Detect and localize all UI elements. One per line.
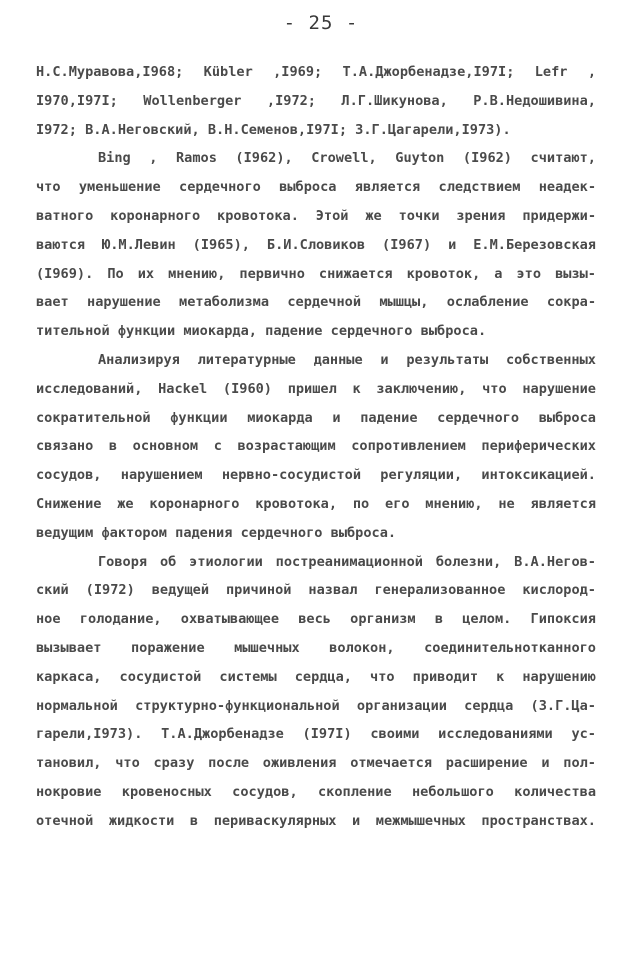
text-line: вает нарушение метаболизма сердечной мышцы, ослабление сокра-: [36, 294, 596, 311]
text-line: Н.С.Муравова,I968; Kübler ,I969; Т.А.Джорбенадзе,I97I; Lefr ,: [36, 64, 596, 80]
text-line: ватного коронарного кровотока. Этой же точки зрения придержи-: [36, 207, 596, 224]
text-line: нокровие кровеносных сосудов, скопление небольшого количества: [36, 783, 596, 800]
text-line: ваются Ю.М.Левин (I965), Б.И.Словиков (I967) и Е.М.Березовская: [36, 236, 596, 253]
paragraph: [36, 144, 596, 346]
paragraph: [36, 58, 596, 144]
text-line: Снижение же коронарного кровотока, по его мнению, не является: [36, 495, 596, 512]
text-line: исследований, Hackel (I960) пришел к заключению, что нарушение: [36, 380, 596, 397]
text-line: ное голодание, охватывающее весь организм в целом. Гипоксия: [36, 611, 596, 628]
text-line: каркаса, сосудистой системы сердца, что приводит к нарушению: [36, 668, 596, 685]
text-line: нормальной структурно-функциональной организации сердца (З.Г.Ца-: [36, 697, 596, 714]
text-line: I972; В.А.Неговский, В.Н.Семенов,I97I; З.Г.Цагарели,I973).: [36, 121, 511, 138]
text-line: сосудов, нарушением нервно-сосудистой регуляции, интоксикацией.: [36, 467, 596, 484]
text-line: вызывает поражение мышечных волокон, соединительнотканного: [36, 639, 596, 656]
text-line: тановил, что сразу после оживления отмечается расширение и пол-: [36, 755, 596, 772]
paragraph: [36, 346, 596, 548]
text-line: связано в основном с возрастающим сопротивлением периферических: [36, 438, 596, 455]
body-text: [36, 58, 596, 836]
text-line: отечной жидкости в периваскулярных и межмышечных пространствах.: [36, 812, 596, 829]
text-line: Анализируя литературные данные и результаты собственных: [98, 351, 596, 368]
text-line: Говоря об этиологии постреанимационной болезни, В.А.Негов-: [98, 553, 596, 570]
text-line: I970,I97I; Wollenberger ,I972; Л.Г.Шикунова, Р.В.Недошивина,: [36, 92, 596, 109]
text-line: что уменьшение сердечного выброса является следствием неадек-: [36, 179, 596, 196]
text-line: гарели,I973). Т.А.Джорбенадзе (I97I) своими исследованиями ус-: [36, 726, 596, 743]
text-line: ведущим фактором падения сердечного выброса.: [36, 524, 397, 541]
text-line: тительной функции миокарда, падение сердечного выброса.: [36, 323, 487, 340]
text-line: ский (I972) ведущей причиной назвал генерализованное кислород-: [36, 582, 596, 599]
paragraph: [36, 548, 596, 836]
text-line: сократительной функции миокарда и падение сердечного выброса: [36, 409, 596, 426]
page-number: - 25 -: [283, 12, 359, 34]
text-line: (I969). По их мнению, первично снижается кровоток, а это вызы-: [36, 265, 596, 282]
text-line: Bing , Ramos (I962), Crowell, Guyton (I962) считают,: [98, 150, 596, 167]
